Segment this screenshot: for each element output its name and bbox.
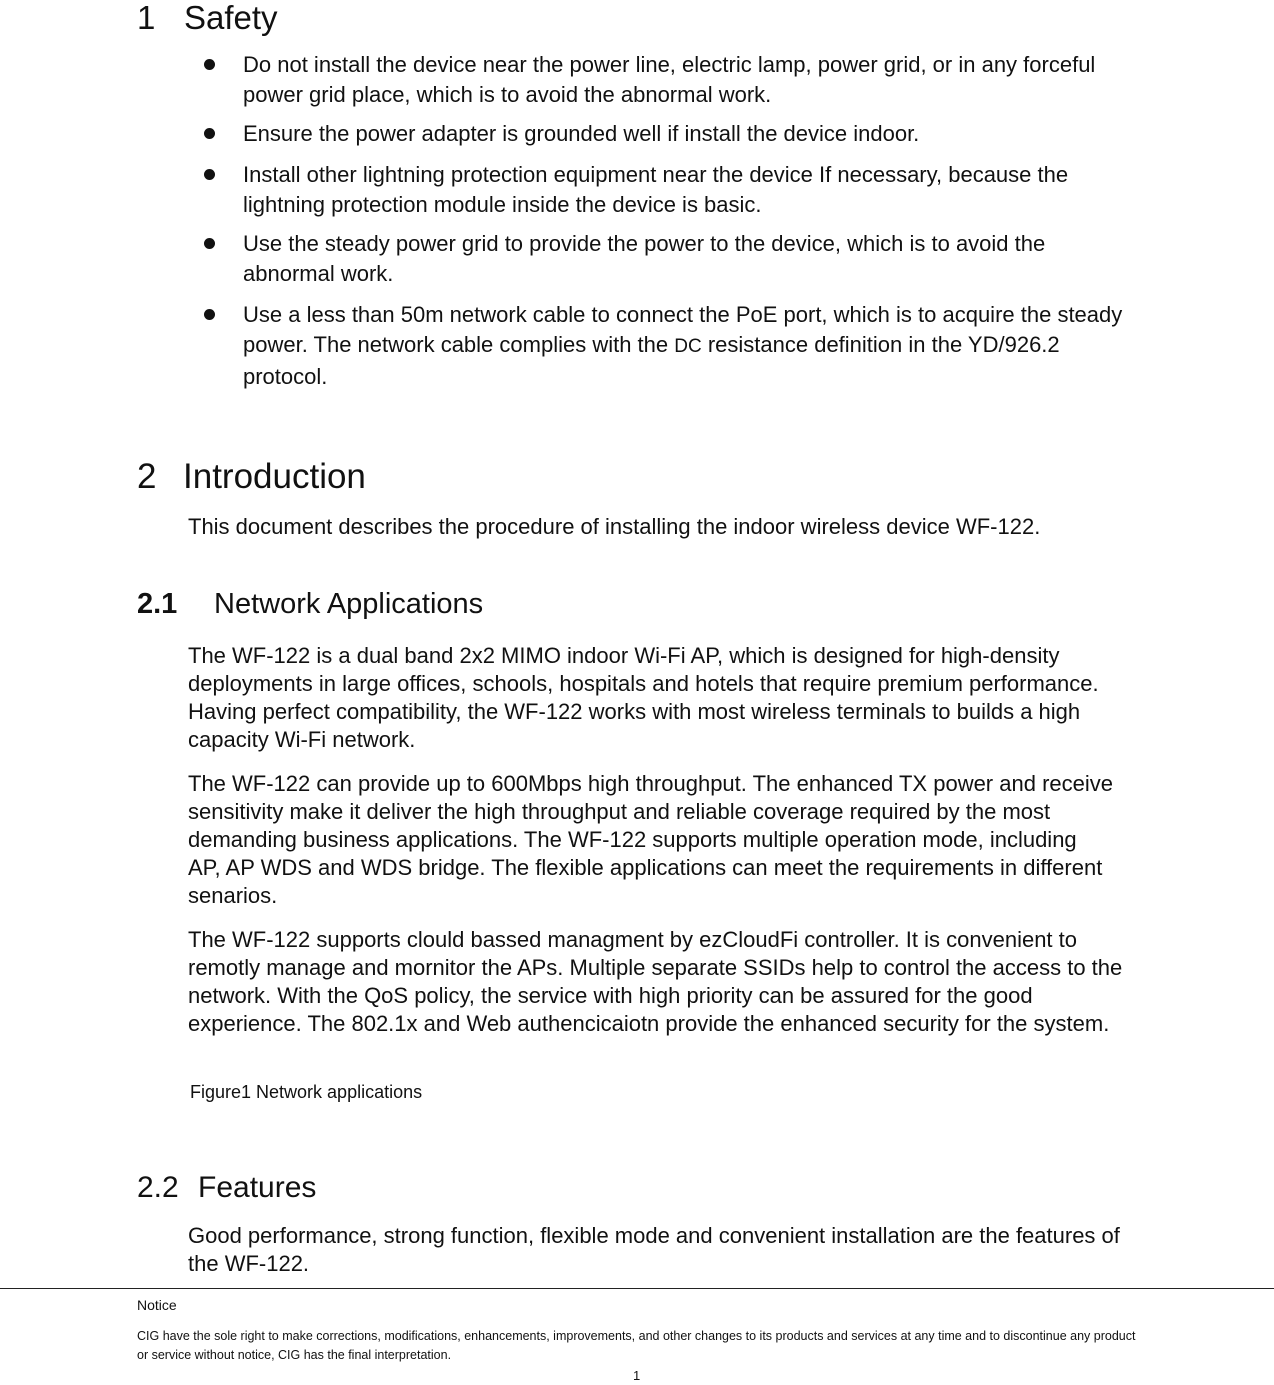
bullet-text bbox=[243, 300, 1128, 392]
bullet-dot-icon bbox=[204, 128, 215, 139]
dc-abbreviation: DC bbox=[674, 336, 702, 357]
notice-title: Notice bbox=[137, 1297, 177, 1313]
page-number: 1 bbox=[633, 1368, 641, 1383]
bullet-dot-icon bbox=[204, 309, 215, 320]
bullet-text: Ensure the power adapter is grounded well if install the device indoor. bbox=[243, 121, 920, 146]
section-2-1-heading bbox=[137, 587, 483, 621]
bullet-text: Install other lightning protection equipment near the device If necessary, because the lightning protection module inside the device is basic. bbox=[243, 162, 1069, 217]
section-number: 2.1 bbox=[137, 588, 178, 620]
section-number: 1 bbox=[137, 0, 156, 36]
section-number: 2 bbox=[137, 457, 157, 496]
section-number: 2.2 bbox=[137, 1171, 179, 1204]
bullet-text-part: resistance definition in the YD/926.2 protocol. bbox=[243, 332, 1060, 389]
section-title: Network Applications bbox=[214, 588, 484, 620]
section-2-2-heading bbox=[137, 1171, 316, 1205]
bullet-dot-icon bbox=[204, 238, 215, 249]
section-title: Introduction bbox=[183, 457, 366, 496]
footer-divider bbox=[0, 1288, 1274, 1289]
bullet-text: Do not install the device near the power line, electric lamp, power grid, or in any forceful power grid place, which is to avoid the abnormal work. bbox=[243, 52, 1096, 107]
bullet-text: Use the steady power grid to provide the power to the device, which is to avoid the abnormal work. bbox=[243, 231, 1046, 286]
features-paragraph: Good performance, strong function, flexible mode and convenient installation are the features of the WF-122. bbox=[188, 1223, 1120, 1276]
notice-text: CIG have the sole right to make corrections, modifications, enhancements, improvements, and other changes to its products and services at any time and to discontinue any product or service without notice, CIG has the final interpretation. bbox=[137, 1329, 1136, 1362]
network-paragraph-3: The WF-122 supports clould bassed managment by ezCloudFi controller. It is convenient to remotly manage and mornitor the APs. Multiple separate SSIDs help to control the access to the network. With the QoS policy, the service with high priority can be assured for the good experience. The 802.1x and Web authencicaiotn provide the enhanced security for the system. bbox=[188, 927, 1123, 1036]
bullet-dot-icon bbox=[204, 59, 215, 70]
figure-caption: Figure1 Network applications bbox=[190, 1082, 423, 1102]
network-paragraph-1: The WF-122 is a dual band 2x2 MIMO indoor Wi-Fi AP, which is designed for high-density deployments in large offices, schools, hospitals and hotels that require premium performance. Having perfect compatibility, the WF-122 works with most wireless terminals to builds a high capacity Wi-Fi network. bbox=[188, 643, 1099, 752]
bullet-text-part: Use a less than 50m network cable to connect the PoE port, which is to acquire the steady power. The network cable complies with the bbox=[243, 302, 1123, 357]
intro-paragraph: This document describes the procedure of installing the indoor wireless device WF-122. bbox=[188, 514, 1041, 539]
bullet-dot-icon bbox=[204, 169, 215, 180]
section-title: Safety bbox=[184, 0, 278, 36]
network-paragraph-2: The WF-122 can provide up to 600Mbps high throughput. The enhanced TX power and receive sensitivity make it deliver the high throughput and reliable coverage required by the most demanding business applications. The WF-122 supports multiple operation mode, including AP, AP WDS and WDS bridge. The flexible applications can meet the requirements in different senarios. bbox=[188, 771, 1113, 908]
section-1-heading bbox=[137, 0, 278, 36]
section-title: Features bbox=[198, 1171, 317, 1204]
section-2-heading bbox=[137, 458, 366, 496]
